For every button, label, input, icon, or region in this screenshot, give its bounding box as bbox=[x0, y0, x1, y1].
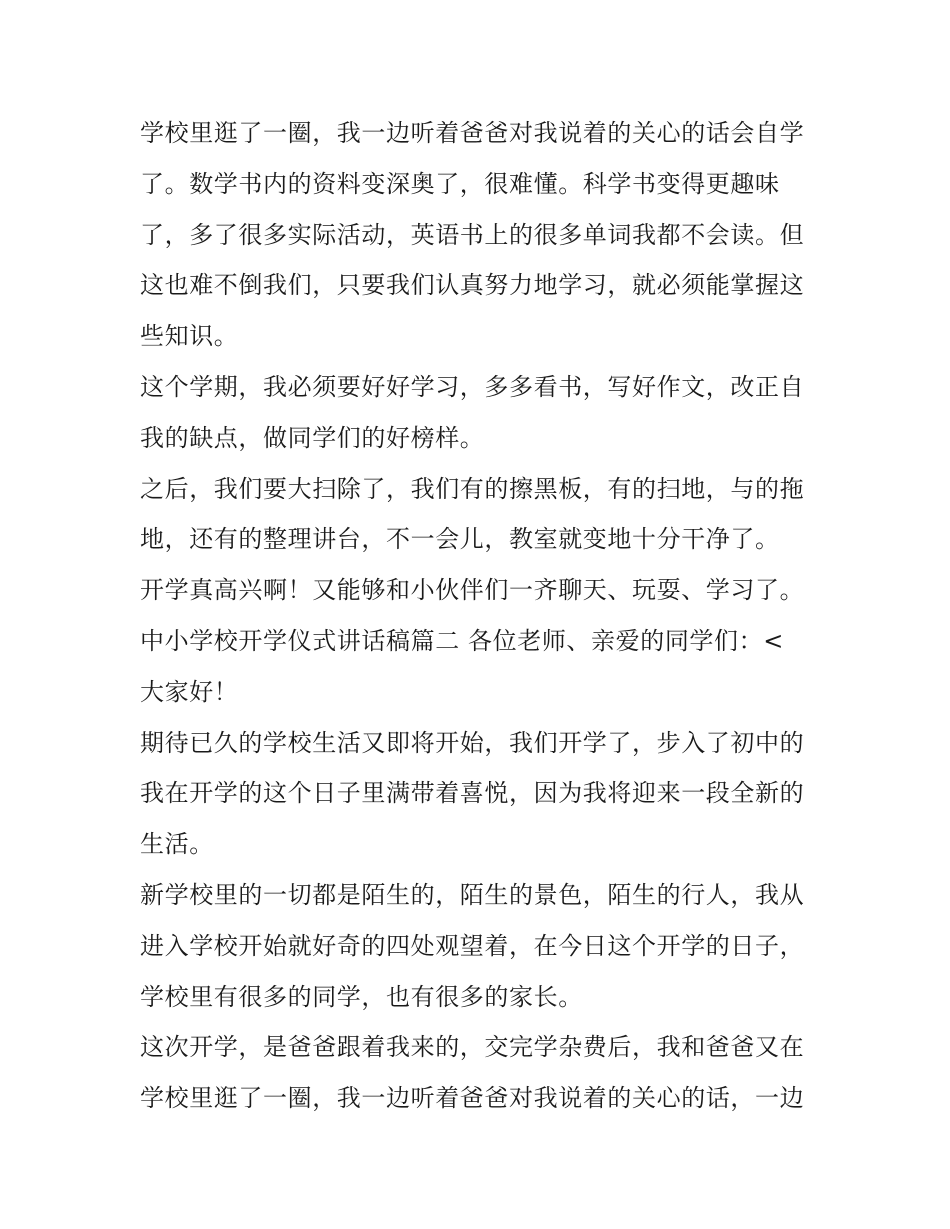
text-line: 了。数学书内的资料变深奥了，很难懂。科学书变得更趣味 bbox=[140, 169, 780, 198]
text-line: 新学校里的一切都是陌生的，陌生的景色，陌生的行人，我从 bbox=[140, 880, 805, 909]
greeting-line: 大家好！ bbox=[140, 677, 239, 706]
text-line: 学校里逛了一圈，我一边听着爸爸对我说着的关心的话会自学 bbox=[140, 119, 805, 147]
section-heading-line: 中小学校开学仪式讲话稿篇二 各位老师、亲爱的同学们：< bbox=[140, 626, 784, 655]
text-line: 学校里逛了一圈，我一边听着爸爸对我说着的关心的话，一边 bbox=[140, 1084, 805, 1113]
text-line: 地，还有的整理讲台，不一会儿，教室就变地十分干净了。 bbox=[140, 525, 780, 554]
text-line: 之后，我们要大扫除了，我们有的擦黑板，有的扫地，与的拖 bbox=[140, 474, 805, 503]
text-line: 学校里有很多的同学，也有很多的家长。 bbox=[140, 982, 583, 1011]
document-body bbox=[140, 108, 820, 1124]
text-line: 了，多了很多实际活动，英语书上的很多单词我都不会读。但 bbox=[140, 220, 805, 249]
text-line: 我在开学的这个日子里满带着喜悦，因为我将迎来一段全新的 bbox=[140, 779, 805, 808]
text-line: 生活。 bbox=[140, 830, 214, 859]
text-line: 这次开学，是爸爸跟着我来的，交完学杂费后，我和爸爸又在 bbox=[140, 1033, 805, 1062]
text-line: 期待已久的学校生活又即将开始，我们开学了，步入了初中的 bbox=[140, 728, 805, 757]
text-line: 些知识。 bbox=[140, 322, 239, 351]
text-line: 我的缺点，做同学们的好榜样。 bbox=[140, 423, 485, 452]
text-line: 这个学期，我必须要好好学习，多多看书，写好作文，改正自 bbox=[140, 372, 805, 401]
text-line: 这也难不倒我们，只要我们认真努力地学习，就必须能掌握这 bbox=[140, 271, 805, 300]
text-line: 开学真高兴啊！又能够和小伙伴们一齐聊天、玩耍、学习了。 bbox=[140, 576, 805, 605]
text-line: 进入学校开始就好奇的四处观望着，在今日这个开学的日子， bbox=[140, 931, 805, 960]
